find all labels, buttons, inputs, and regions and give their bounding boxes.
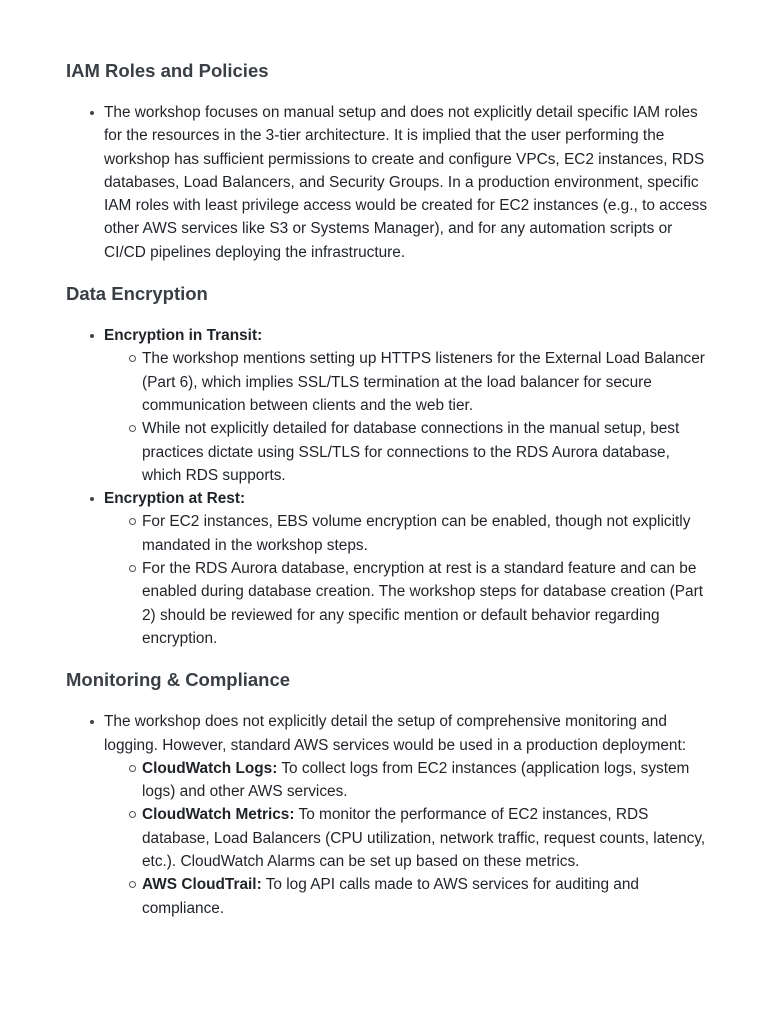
list-item-cloudwatch-metrics	[142, 803, 708, 873]
desc-cloudtrail: To log API calls made to AWS services for auditing and compliance.	[142, 876, 639, 917]
transit-label: Encryption in Transit:	[104, 327, 263, 345]
list-item-rest	[104, 487, 708, 650]
term-cloudwatch-logs: CloudWatch Logs:	[142, 759, 278, 777]
list-item: For the RDS Aurora database, encryption at rest is a standard feature and can be enabled during database creation. The workshop steps for database creation (Part 2) should be reviewed for any specific mention or default behavior regarding encryption.	[142, 557, 708, 650]
list-item: The workshop mentions setting up HTTPS listeners for the External Load Balancer (Part 6), which implies SSL/TLS termination at the load balancer for secure communication between clients and the web tier.	[142, 347, 708, 417]
monitoring-intro: The workshop does not explicitly detail the setup of comprehensive monitoring and logging. However, standard AWS services would be used in a production deployment:	[104, 713, 687, 754]
rest-sublist	[104, 510, 708, 650]
heading-iam: IAM Roles and Policies	[66, 60, 269, 81]
list-item-transit	[104, 324, 708, 487]
section-encryption	[66, 280, 708, 650]
section-iam	[66, 57, 708, 264]
desc-cloudwatch-metrics: To monitor the performance of EC2 instances, RDS database, Load Balancers (CPU utilization, network traffic, request counts, latency, etc.). CloudWatch Alarms can be set up based on these metrics.	[142, 806, 706, 871]
encryption-list	[66, 324, 708, 650]
term-cloudtrail: AWS CloudTrail:	[142, 876, 262, 894]
list-item-cloudwatch-logs	[142, 757, 708, 804]
desc-cloudwatch-logs: To collect logs from EC2 instances (application logs, system logs) and other AWS services.	[142, 759, 690, 801]
list-item: For EC2 instances, EBS volume encryption can be enabled, though not explicitly mandated in the workshop steps.	[142, 510, 708, 557]
list-item: While not explicitly detailed for database connections in the manual setup, best practices dictate using SSL/TLS for connections to the RDS Aurora database, which RDS supports.	[142, 417, 708, 487]
heading-monitoring: Monitoring & Compliance	[66, 669, 291, 691]
rest-label: Encryption at Rest:	[104, 490, 246, 508]
list-item-cloudtrail	[142, 873, 708, 920]
monitoring-sublist	[104, 757, 708, 920]
heading-encryption: Data Encryption	[66, 283, 208, 305]
iam-paragraph: The workshop focuses on manual setup and does not explicitly detail specific IAM roles for the resources in the 3-tier architecture. It is implied that the user performing the workshop has sufficient permissions to create and configure VPCs, EC2 instances, RDS databases, Load Balancers, and Security Groups. In a production environment, specific IAM roles with least privilege access would be created for EC2 instances (e.g., to access other AWS services like S3 or Systems Manager), and for any automation scripts or CI/CD pipelines deploying the infrastructure.	[104, 101, 708, 264]
iam-list	[66, 101, 708, 264]
term-cloudwatch-metrics: CloudWatch Metrics:	[142, 806, 295, 824]
list-item-monitoring	[104, 710, 708, 920]
transit-sublist	[104, 347, 708, 487]
section-monitoring	[66, 666, 708, 920]
monitoring-list	[66, 710, 708, 920]
